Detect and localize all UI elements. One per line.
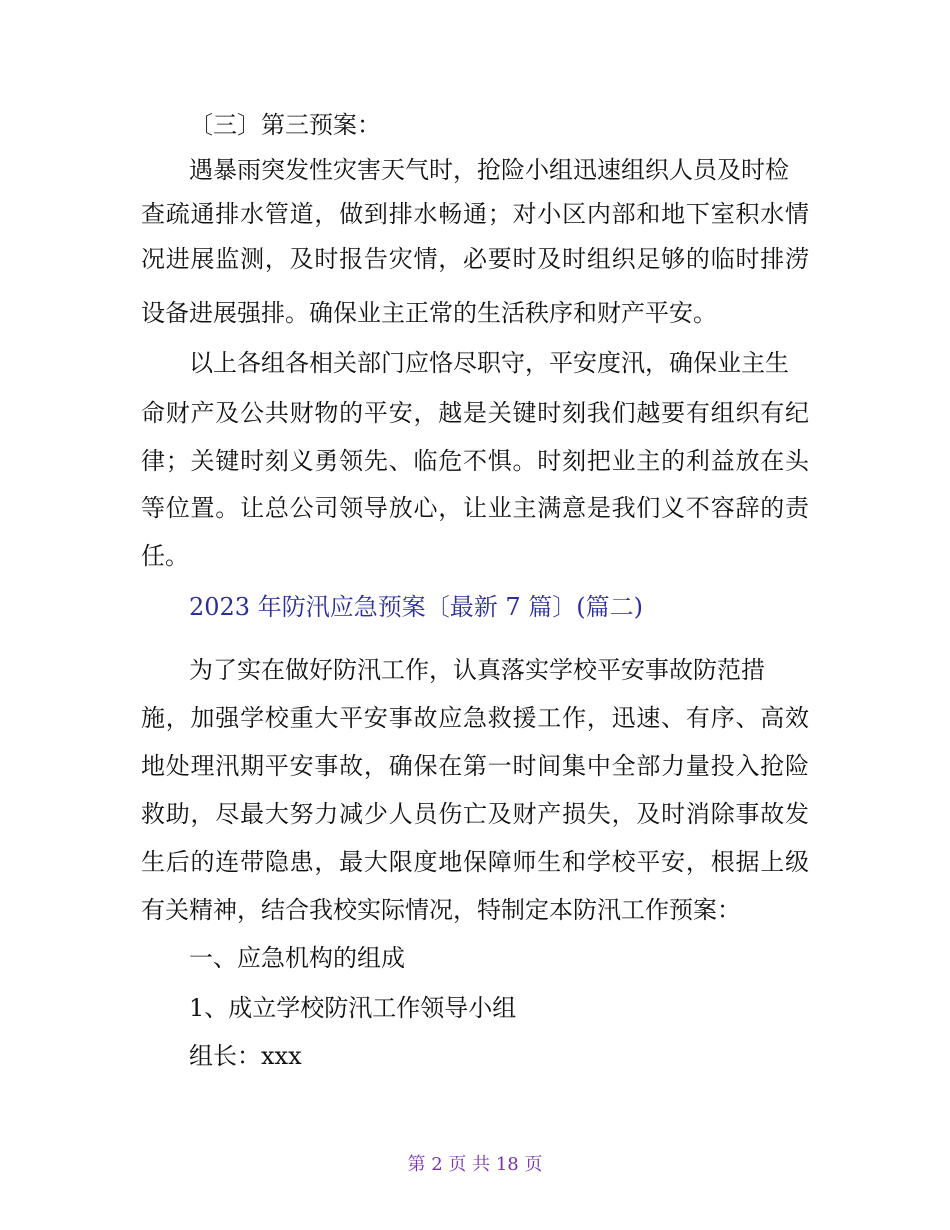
list-item: 1、成立学校防汛工作领导小组 — [189, 994, 517, 1022]
paragraph-line: 地处理汛期平安事故，确保在第一时间集中全部力量投入抢险 — [141, 752, 809, 780]
paragraph-line: 命财产及公共财物的平安，越是关键时刻我们越要有组织有纪 — [141, 399, 809, 427]
paragraph-line: 况进展监测，及时报告灾情，必要时及时组织足够的临时排涝 — [141, 245, 809, 273]
paragraph-line: 律；关键时刻义勇领先、临危不惧。时刻把业主的利益放在头 — [141, 447, 809, 475]
paragraph-line: 以上各组各相关部门应恪尽职守，平安度汛，确保业主生 — [189, 349, 789, 377]
page-footer: 第 2 页 共 18 页 — [407, 1154, 543, 1175]
paragraph-line: 等位置。让总公司领导放心，让业主满意是我们义不容辞的责 — [141, 494, 809, 522]
paragraph-line: 有关精神，结合我校实际情况，特制定本防汛工作预案： — [141, 896, 741, 924]
paragraph-line: 设备进展强排。确保业主正常的生活秩序和财产平安。 — [141, 299, 717, 327]
section-title: 〔三〕第三预案： — [189, 111, 381, 139]
paragraph-line: 为了实在做好防汛工作，认真落实学校平安事故防范措 — [189, 656, 765, 684]
section-heading: 2023 年防汛应急预案〔最新 7 篇〕(篇二) — [189, 593, 643, 621]
paragraph-line: 救助，尽最大努力减少人员伤亡及财产损失，及时消除事故发 — [141, 800, 809, 828]
paragraph-line: 遇暴雨突发性灾害天气时，抢险小组迅速组织人员及时检 — [189, 156, 789, 184]
paragraph-line: 施，加强学校重大平安事故应急救援工作，迅速、有序、高效 — [141, 704, 809, 732]
paragraph-line: 查疏通排水管道，做到排水畅通；对小区内部和地下室积水情 — [141, 200, 809, 228]
list-item: 一、应急机构的组成 — [189, 944, 405, 972]
paragraph-line: 生后的连带隐患，最大限度地保障师生和学校平安，根据上级 — [141, 848, 809, 876]
paragraph-line: 任。 — [141, 542, 189, 570]
list-item: 组长：xxx — [189, 1042, 302, 1070]
